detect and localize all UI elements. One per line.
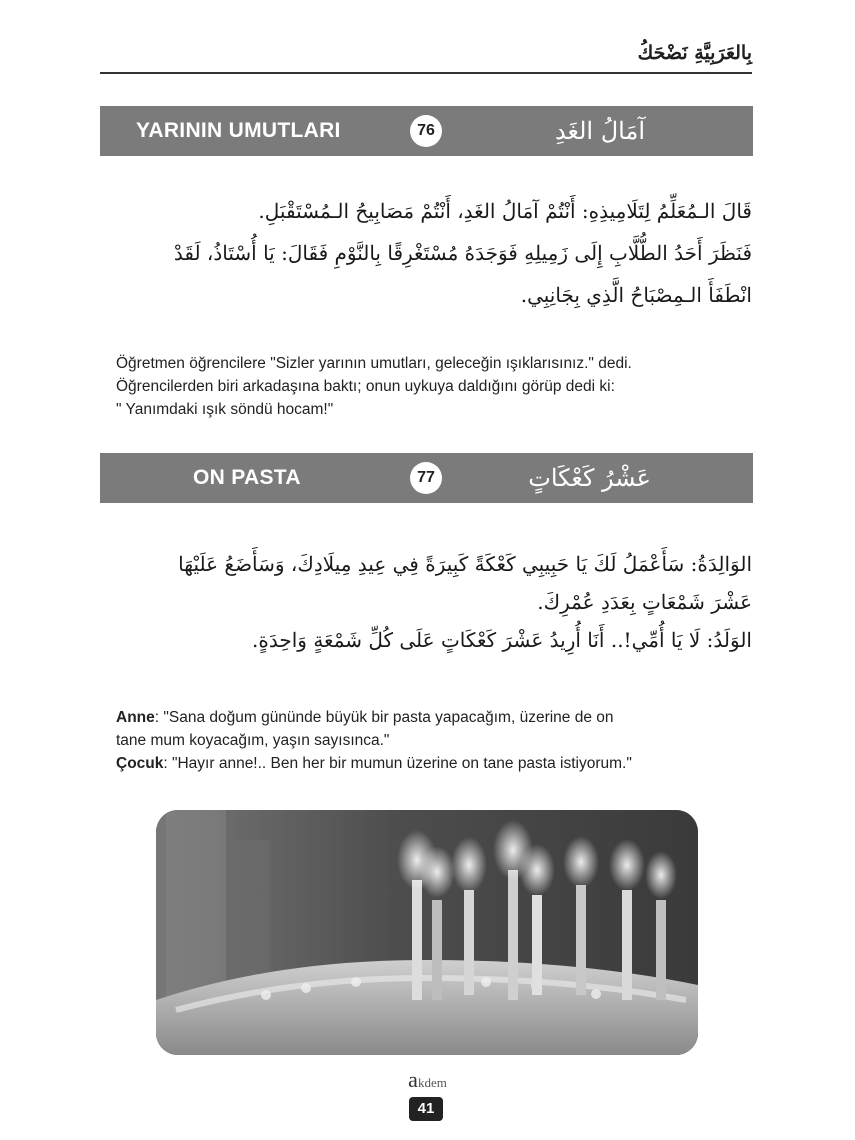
section-title-tr: ON PASTA — [193, 466, 301, 489]
publisher-logo — [0, 1067, 855, 1093]
publisher-name: kdem — [417, 1075, 447, 1090]
arabic-line: قَالَ الـمُعَلِّمُ لِتَلَامِيذِهِ: أَنْتُمْ آمَالُ الغَدِ، أَنْتُمْ مَصَابِيحُ الـمُسْتَقْبَلِ. — [258, 199, 752, 223]
cake-photo — [156, 810, 698, 1055]
dialogue-line — [116, 729, 756, 752]
turkish-text-76 — [116, 352, 756, 421]
dialogue-line — [116, 706, 756, 729]
section-banner-77 — [100, 453, 753, 503]
running-head-title: بِالعَرَبِيَّةِ نَضْحَكُ — [637, 42, 752, 64]
arabic-line: الوَالِدَةُ: سَأَعْمَلُ لَكَ يَا حَبِيبِي كَعْكَةً كَبِيرَةً فِي عِيدِ مِيلَادِكَ، وَسَأَضَعُ عَلَيْهَا — [178, 552, 752, 576]
dialogue-text: : "Sana doğum gününde büyük bir pasta yapacağım, üzerine de on — [154, 709, 614, 726]
publisher-mark: a — [408, 1067, 418, 1092]
running-head — [100, 38, 752, 74]
section-banner-76 — [100, 106, 753, 156]
arabic-line: الوَلَدُ: لَا يَا أُمِّي!.. أَنَا أُرِيدُ عَشْرَ كَعْكَاتٍ عَلَى كُلِّ شَمْعَةٍ وَاحِدَةٍ. — [252, 628, 752, 652]
section-title-tr: YARININ UMUTLARI — [136, 119, 341, 142]
arabic-text-76 — [100, 190, 752, 316]
arabic-line: عَشْرَ شَمْعَاتٍ بِعَدَدِ عُمْرِكَ. — [537, 590, 752, 614]
section-title-ar: آمَالُ الغَدِ — [554, 117, 645, 145]
turkish-line: Öğretmen öğrencilere "Sizler yarının umutları, geleceğin ışıklarısınız." dedi. — [116, 355, 632, 372]
dialogue-line — [116, 752, 756, 775]
arabic-text-77 — [100, 545, 752, 659]
turkish-dialogue-77 — [116, 706, 756, 775]
turkish-line: Öğrencilerden biri arkadaşına baktı; onun uykuya daldığını görüp dedi ki: — [116, 378, 615, 395]
dialogue-text: : "Hayır anne!.. Ben her bir mumun üzerine on tane pasta istiyorum." — [163, 755, 632, 772]
turkish-line: " Yanımdaki ışık söndü hocam!" — [116, 401, 334, 418]
dialogue-text: tane mum koyacağım, yaşın sayısınca." — [116, 732, 390, 749]
section-number-badge: 76 — [410, 115, 442, 147]
section-title-ar: عَشْرُ كَعْكَاتٍ — [528, 464, 651, 492]
speaker-label: Anne — [116, 709, 155, 726]
arabic-line: انْطَفَأَ الـمِصْبَاحُ الَّذِي بِجَانِبِي. — [520, 283, 752, 307]
birthday-cake-candles-illustration — [156, 810, 698, 1055]
arabic-line: فَنَظَرَ أَحَدُ الطُّلَّابِ إِلَى زَمِيلِهِ فَوَجَدَهُ مُسْتَغْرِقًا بِالنَّوْمِ فَقَالَ: يَا أُسْتَاذُ، لَقَدْ — [173, 241, 752, 265]
section-number-badge: 77 — [410, 462, 442, 494]
page-number: 41 — [409, 1097, 443, 1121]
speaker-label: Çocuk — [116, 755, 164, 772]
